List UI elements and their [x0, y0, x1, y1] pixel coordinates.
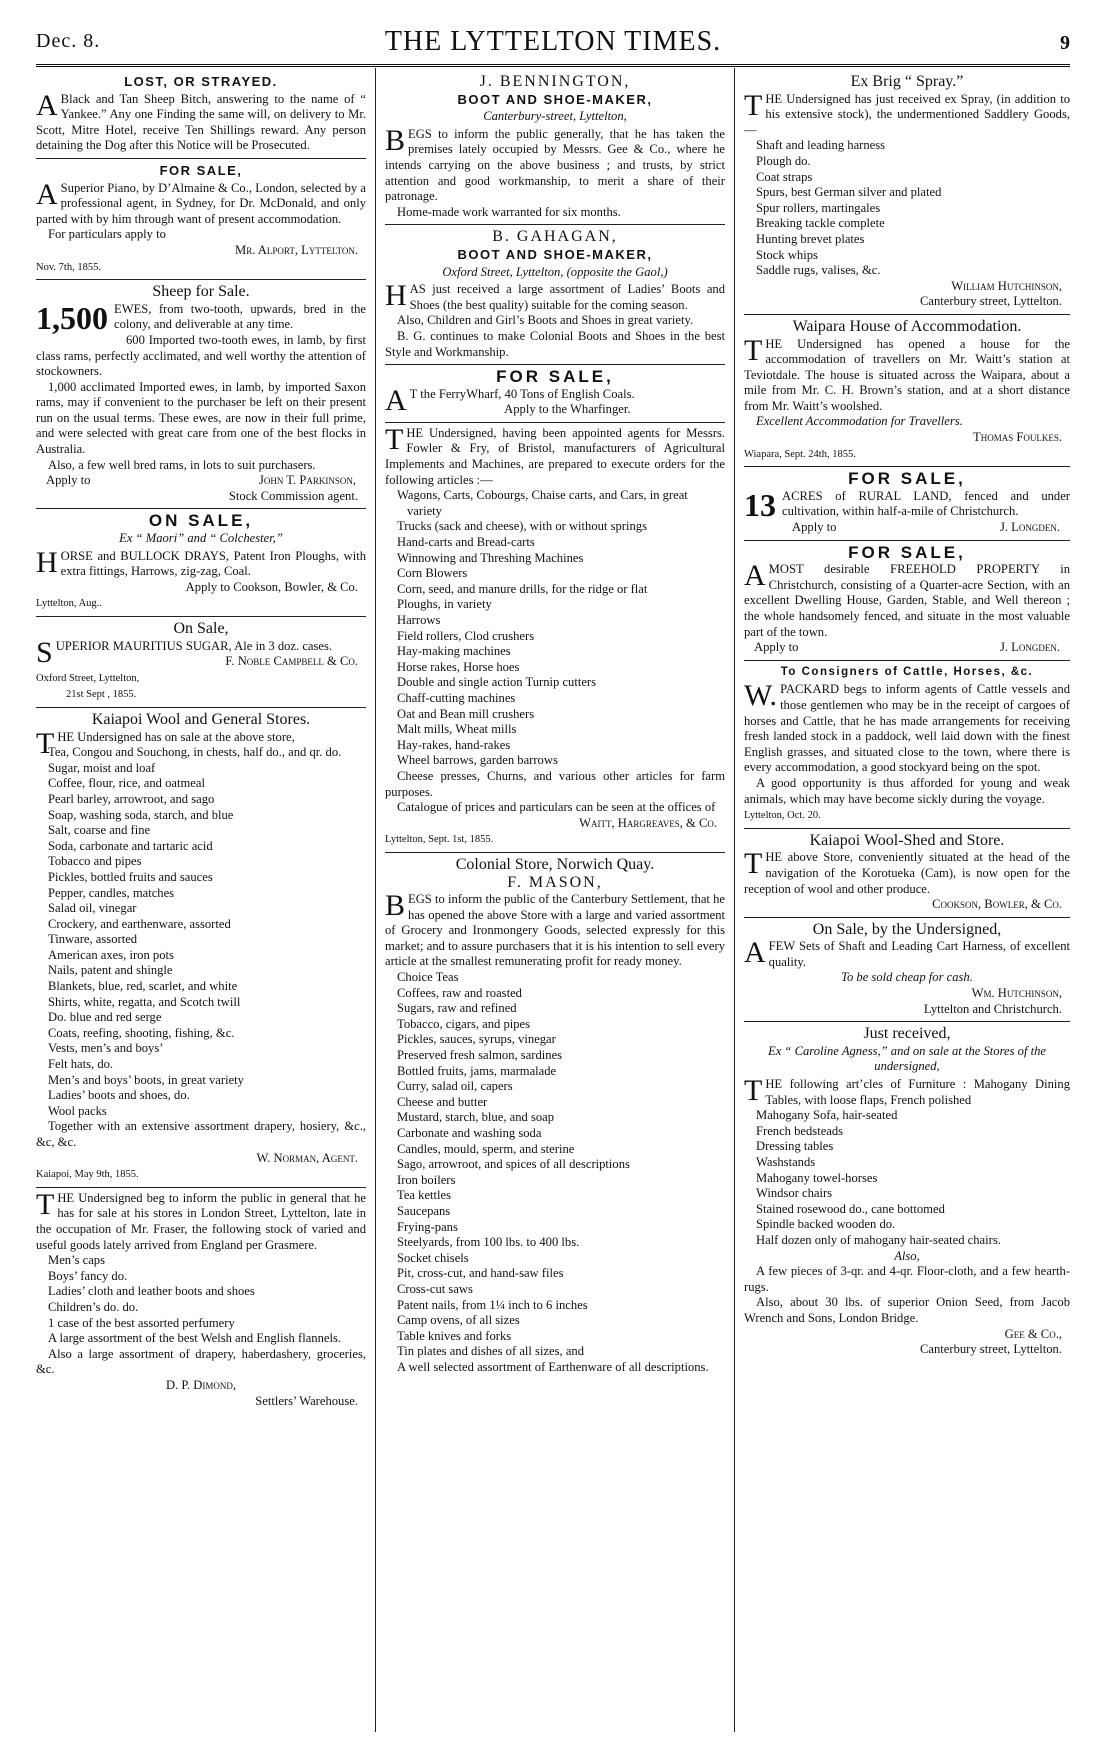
list-item: Wagons, Carts, Cobourgs, Chaise carts, and Cars, in great variety — [397, 488, 688, 518]
ad-piano — [36, 159, 366, 280]
list-item: Cheese and butter — [397, 1094, 488, 1109]
list-item: Table knives and forks — [397, 1328, 512, 1343]
ad-sugar — [36, 617, 366, 708]
list-item: Tin plates and dishes of all sizes, and — [397, 1344, 585, 1359]
list-item: Pickles, bottled fruits and sauces — [48, 869, 213, 884]
ad-body: THE Undersigned has on sale at the above store, — [36, 726, 295, 760]
item-list — [48, 1253, 366, 1331]
ad-freehold — [744, 541, 1070, 661]
ad-date: Lyttelton, Oct. 20. — [744, 810, 821, 822]
ad-rural-land — [744, 467, 1070, 540]
ad-number: 1,500 — [36, 299, 108, 336]
ad-body: Also, Children and Girl’s Boots and Shoes in great variety. — [397, 313, 694, 328]
list-item: Tea, Congou and Souchong, in chests, half do., and qr. do. — [48, 745, 342, 760]
ad-heading: B. GAHAGAN, — [492, 228, 618, 246]
list-item: Men’s caps — [48, 1253, 106, 1268]
ad-signer: Canterbury street, Lyttelton. — [920, 1342, 1062, 1357]
list-item: Coats, reefing, shooting, fishing, &c. — [48, 1025, 235, 1040]
list-item: Wool packs — [48, 1103, 107, 1118]
ad-lost-dog — [36, 70, 366, 159]
list-item: Sugars, raw and refined — [397, 1001, 517, 1016]
list-item: Men’s and boys’ boots, in great variety — [48, 1072, 244, 1087]
ad-body: B. G. continues to make Colonial Boots and Shoes in the best Style and Workmanship. — [385, 328, 725, 359]
item-list — [48, 745, 366, 1119]
ad-body: A large assortment of the best Welsh and English flannels. — [48, 1331, 342, 1346]
list-item: Hand-carts and Bread-carts — [397, 535, 535, 550]
ad-date: Wiapara, Sept. 24th, 1855. — [744, 448, 856, 460]
ad-dimond — [36, 1188, 366, 1413]
item-list — [756, 1108, 1070, 1248]
ad-body: THE above Store, conveniently situated at the head of the navigation of the Korotueka (Cam), is now open for the reception of wool and other produce. — [744, 847, 1070, 896]
list-item: Malt mills, Wheat mills — [397, 722, 517, 737]
list-item: Hunting brevet plates — [756, 231, 865, 246]
list-item: Oat and Bean mill crushers — [397, 706, 535, 721]
list-item: Spur rollers, martingales — [756, 200, 881, 215]
list-item: Corn, seed, and manure drills, for the ridge or flat — [397, 581, 648, 596]
list-item: Children’s do. do. — [48, 1299, 139, 1314]
list-item: Do. blue and red serge — [48, 1010, 162, 1025]
ad-heading: FOR SALE, — [848, 469, 966, 489]
item-list — [397, 488, 725, 769]
list-item: Saucepans — [397, 1203, 451, 1218]
masthead-rule — [36, 64, 1070, 67]
ad-date: Lyttelton, Sept. 1st, 1855. — [385, 834, 494, 846]
ad-body: SUPERIOR MAURITIUS SUGAR, Ale in 3 doz. cases. — [36, 635, 333, 669]
list-item: Tobacco and pipes — [48, 854, 142, 869]
ad-signer: W. Norman, Agent. — [256, 1150, 358, 1165]
ad-body: Together with an extensive assortment drapery, hosiery, &c., &c, &c. — [36, 1119, 366, 1149]
list-item: Sago, arrowroot, and spices of all descriptions — [397, 1157, 630, 1172]
ad-body: THE following art’cles of Furniture : Mahogany Dining Tables, with loose flaps, French polished — [744, 1074, 1070, 1108]
ad-subheading: BOOT AND SHOE-MAKER, — [457, 246, 653, 262]
ad-mason — [385, 853, 725, 1380]
list-item: Saddle rugs, valises, &c. — [756, 263, 881, 278]
ad-body: ASuperior Piano, by D’Almaine & Co., London, selected by a professional agent, in Sydney, for Dr. McDonald, and only parted with by him through want of present accommodation. — [36, 177, 366, 226]
ad-subheading: Ex “ Caroline Agness,” and on sale at the Stores of the undersigned, — [768, 1043, 1046, 1074]
list-item: Frying-pans — [397, 1219, 458, 1234]
list-item: Pit, cross-cut, and hand-saw files — [397, 1266, 564, 1281]
list-item: Pearl barley, arrowroot, and sago — [48, 791, 215, 806]
list-item: 1 case of the best assorted perfumery — [48, 1315, 235, 1330]
ad-body: HAS just received a large assortment of Ladies’ Boots and Shoes (the best quality) suitable for the coming season. — [385, 279, 725, 313]
ad-heading: LOST, OR STRAYED. — [124, 74, 278, 89]
ad-apply: Apply to — [754, 640, 799, 655]
page-number: 9 — [1060, 32, 1070, 54]
ad-body: AMOST desirable FREEHOLD PROPERTY in Christchurch, consisting of a Quarter-acre Section, with an excellent Dwelling House, Garden, Stable, and Well thereon ; the whole handsomely fenced, and situate in the most valuable part of the town. — [744, 559, 1070, 639]
item-list — [397, 970, 725, 1375]
ad-heading: Ex Brig “ Spray.” — [850, 73, 964, 90]
column-2 — [385, 70, 725, 1730]
ad-date: 21st Sept , 1855. — [66, 689, 137, 701]
list-item: Curry, salad oil, capers — [397, 1079, 513, 1094]
list-item: Salad oil, vinegar — [48, 901, 137, 916]
ad-heading: J. BENNINGTON, — [479, 73, 631, 90]
ad-heading: Sheep for Sale. — [152, 283, 250, 301]
list-item: Steelyards, from 100 lbs. to 400 lbs. — [397, 1235, 580, 1250]
ad-furniture — [744, 1022, 1070, 1361]
ad-heading: Just received, — [863, 1025, 951, 1043]
ad-apply: Apply to — [792, 520, 837, 535]
ad-body: A few pieces of 3-qr. and 4-qr. Floor-cloth, and a few hearth-rugs. — [744, 1264, 1070, 1294]
column-1 — [36, 70, 366, 1730]
ad-heading: FOR SALE, — [496, 367, 614, 387]
ad-signer: Wm. Hutchinson, — [971, 986, 1062, 1001]
list-item: Mustard, starch, blue, and soap — [397, 1110, 555, 1125]
ad-signer: Thomas Foulkes. — [973, 430, 1062, 445]
list-item: Wheel barrows, garden barrows — [397, 753, 558, 768]
ad-body: BEGS to inform the public of the Canterbury Settlement, that he has opened the above Store with a large and varied assortment of Grocery and Ironmongery Goods, selected expressly for this market; and to assure purchasers that it is his intention to sell every article at the smallest remunerating profit for ready money. — [385, 889, 725, 969]
ad-body: THE Undersigned has just received ex Spray, (in addition to his extensive stock), the undermentioned Saddlery Goods,— — [744, 88, 1070, 137]
ad-body: Excellent Accommodation for Travellers. — [756, 414, 963, 429]
list-item: Dressing tables — [756, 1139, 834, 1154]
ad-body: HORSE and BULLOCK DRAYS, Patent Iron Ploughs, with extra fittings, Harrows, zig-zag, Coal. — [36, 545, 366, 579]
list-item: Stock whips — [756, 247, 818, 262]
ad-drays — [36, 509, 366, 617]
list-item: Washstands — [756, 1155, 816, 1169]
item-list — [756, 138, 1070, 278]
ad-waipara — [744, 315, 1070, 467]
list-item: Socket chisels — [397, 1250, 469, 1265]
ad-number: 13 — [744, 486, 776, 523]
ad-body: ACRES of RURAL LAND, fenced and under cultivation, within half-a-mile of Christchurch. — [782, 488, 1070, 519]
list-item: Trucks (sack and cheese), with or without springs — [397, 519, 647, 534]
ad-signer: Canterbury street, Lyttelton. — [920, 294, 1062, 309]
ad-body: A good opportunity is thus afforded for young and weak animals, which may have become sickly during the voyage. — [744, 775, 1070, 806]
list-item: Half dozen only of mahogany hair-seated chairs. — [756, 1232, 1001, 1247]
list-item: Soda, carbonate and tartaric acid — [48, 838, 213, 853]
list-item: Hay-making machines — [397, 644, 511, 659]
ad-address: Oxford Street, Lyttelton, — [36, 672, 140, 684]
list-item: Horse rakes, Horse hoes — [397, 659, 520, 674]
list-item: Choice Teas — [397, 970, 459, 985]
list-item: Ploughs, in variety — [397, 597, 492, 612]
ad-packard — [744, 661, 1070, 829]
column-rule — [734, 68, 735, 1732]
ad-heading: On Sale, by the Undersigned, — [812, 920, 1002, 938]
ad-body: Catalogue of prices and particulars can be seen at the offices of — [397, 800, 716, 815]
list-item: Pepper, candles, matches — [48, 885, 175, 900]
ad-body: EWES, from two-tooth, upwards, bred in the colony, and deliverable at any time. — [114, 301, 366, 332]
ad-body: THE Undersigned has opened a house for the accommodation of travellers on Mr. Waitt’s station at Teviotdale. The house is situated across the Waipara, about a mile from Mr. C. H. Brown’s station, and at a short distance from Mr. Waitt’s woolshed. — [744, 333, 1070, 413]
ad-date: Nov. 7th, 1855. — [36, 261, 101, 273]
list-item: Hay-rakes, hand-rakes — [397, 737, 511, 752]
ad-signer: Stock Commission agent. — [228, 488, 358, 503]
ad-subheading: F. MASON, — [507, 873, 603, 891]
list-item: Plough do. — [756, 153, 811, 168]
list-item: Tea kettles — [397, 1188, 452, 1203]
ad-sheep — [36, 280, 366, 509]
list-item: Crockery, and earthenware, assorted — [48, 916, 231, 931]
ad-body: Home-made work warranted for six months. — [397, 204, 621, 219]
newspaper-title: THE LYTTELTON TIMES. — [384, 26, 722, 57]
ad-body: Also a large assortment of drapery, haberdashery, groceries, &c. — [36, 1346, 366, 1377]
ad-body: Also, a few well bred rams, in lots to suit purchasers. — [48, 457, 316, 472]
list-item: Mahogany towel-horses — [756, 1170, 878, 1185]
ad-signer: Gee & Co., — [1004, 1326, 1062, 1341]
list-item: Coat straps — [756, 169, 813, 184]
ad-signer: D. P. Dimond, — [165, 1377, 237, 1392]
ad-apply: Apply to the Wharfinger. — [504, 402, 631, 417]
ad-wool-shed — [744, 829, 1070, 918]
list-item: Camp ovens, of all sizes — [397, 1313, 520, 1328]
ad-body: AT the FerryWharf, 40 Tons of English Coals. — [385, 383, 635, 417]
ad-apply: For particulars apply to — [48, 227, 166, 242]
list-item: Double and single action Turnip cutters — [397, 675, 597, 690]
list-item: Patent nails, from 1¼ inch to 6 inches — [397, 1297, 588, 1312]
list-item: Salt, coarse and fine — [48, 823, 151, 838]
list-item: Iron boilers — [397, 1172, 456, 1187]
list-item: Blankets, blue, red, scarlet, and white — [48, 979, 238, 994]
ad-bennington — [385, 70, 725, 225]
ad-heading: Colonial Store, Norwich Quay. — [455, 855, 655, 873]
ad-fowler-fry — [385, 423, 725, 853]
ad-signer: Apply to Cookson, Bowler, & Co. — [185, 579, 358, 594]
ad-signer: Lyttelton and Christchurch. — [923, 1001, 1062, 1016]
list-item: Ladies’ boots and shoes, do. — [48, 1088, 190, 1103]
ad-heading: ON SALE, — [148, 511, 254, 531]
list-item: Felt hats, do. — [48, 1057, 114, 1072]
ad-heading: To Consigners of Cattle, Horses, &c. — [780, 665, 1034, 678]
list-item: Preserved fresh salmon, sardines — [397, 1048, 563, 1063]
list-item: Cross-cut saws — [397, 1281, 473, 1296]
list-item: Soap, washing soda, starch, and blue — [48, 807, 234, 822]
list-item: Stained rosewood do., cane bottomed — [756, 1201, 945, 1216]
ad-heading: FOR SALE, — [848, 542, 966, 562]
ad-body: ABlack and Tan Sheep Bitch, answering to the name of “ Yankee.” Any one Finding the same will, on delivery to Mr. Scott, Mitre Hotel, receive Ten Shillings reward. Any person detaining the Dog after this Notice will be Prosecuted. — [36, 88, 366, 153]
ad-date: Lyttelton, Aug.. — [36, 598, 102, 610]
ad-body: 1,000 acclimated Imported ewes, in lamb, by imported Saxon rams, may if convenient to the purchaser be left on their present run on the usual terms. These ewes, are now in their full prime, and were selected with great care from one of the best flocks in Australia. — [36, 379, 366, 457]
list-item: Pickles, sauces, syrups, vinegar — [397, 1032, 556, 1047]
list-item: Shirts, white, regatta, and Scotch twill — [48, 994, 241, 1009]
ad-address: Canterbury-street, Lyttelton, — [483, 109, 627, 124]
ad-subheading: Ex “ Maori” and “ Colchester,” — [119, 531, 283, 546]
list-item: Winnowing and Threshing Machines — [397, 550, 584, 565]
ad-address: Oxford Street, Lyttelton, (opposite the Gaol,) — [442, 264, 668, 279]
list-item: Shaft and leading harness — [756, 138, 886, 153]
ad-body: THE Undersigned beg to inform the public in general that he has for sale at his stores in London Street, Lyttelton, late in the occupation of Mr. Fraser, the following stock of varied and useful goods lately arrived from England per Grasmere. — [36, 1187, 366, 1252]
list-item: Field rollers, Clod crushers — [397, 628, 535, 643]
list-item: Tinware, assorted — [48, 932, 138, 947]
list-item: Candles, mould, sperm, and sterine — [397, 1141, 575, 1156]
ad-signer: John T. Parkinson, — [258, 473, 356, 488]
ad-spray — [744, 70, 1070, 315]
list-item: Breaking tackle complete — [756, 216, 885, 231]
list-item: Windsor chairs — [756, 1186, 833, 1201]
ad-signer: J. Longden. — [999, 640, 1060, 655]
list-item: Coffee, flour, rice, and oatmeal — [48, 776, 205, 791]
ad-body: Also, — [894, 1248, 920, 1263]
ad-signer: F. Noble Campbell & Co. — [225, 654, 358, 669]
list-item: Corn Blowers — [397, 566, 468, 581]
ad-body: 600 Imported two-tooth ewes, in lamb, by first class rams, perfectly acclimated, and well worthy the attention of stockowners. — [36, 332, 366, 379]
list-item: Nails, patent and shingle — [48, 963, 173, 978]
ad-body: BEGS to inform the public generally, that he has taken the premises lately occupied by Messrs. Gee & Co., where he intends carrying on the above business ; and trusts, by strict attention and good workmanship, to merit a share of their patronage. — [385, 123, 725, 204]
ad-heading: FOR SALE, — [159, 162, 243, 178]
list-item: Carbonate and washing soda — [397, 1126, 542, 1140]
ad-signer: Settlers’ Warehouse. — [255, 1393, 358, 1408]
ad-gahagan — [385, 225, 725, 365]
list-item: Vests, men’s and boys’ — [48, 1041, 164, 1056]
ad-apply: Apply to — [46, 473, 91, 488]
ad-heading: Kaiapoi Wool-Shed and Store. — [809, 831, 1005, 849]
ad-body: Cheese presses, Churns, and various other articles for farm purposes. — [385, 768, 725, 799]
ad-heading: On Sale, — [173, 620, 229, 637]
ad-body: THE Undersigned, having been appointed agents for Messrs. Fowler & Fry, of Bristol, manufacturers of Agricultural Implements and Machines, are prepared to execute orders for the following articles :— — [385, 422, 725, 487]
column-rule — [375, 68, 376, 1732]
ad-body: W.PACKARD begs to inform agents of Cattle vessels and those gentlemen who may be in the receipt of cargoes of horses and Cattle, that he has made arrangements for receiving fresh landed stock in a paddock, well laid down with the finest English grasses, and situated close to the town, where there is every accommodation, a good stockyard being on the spot. — [744, 679, 1070, 775]
masthead — [36, 24, 1070, 58]
ad-body: Also, about 30 lbs. of superior Onion Seed, from Jacob Wrench and Sons, London Bridge. — [744, 1295, 1070, 1325]
ad-subheading: BOOT AND SHOE-MAKER, — [457, 91, 653, 107]
ad-kaiapoi-stores — [36, 708, 366, 1188]
list-item: Bottled fruits, jams, marmalade — [397, 1063, 557, 1078]
list-item: Boys’ fancy do. — [48, 1268, 128, 1283]
ad-signer: William Hutchinson, — [951, 278, 1062, 293]
list-item: Spurs, best German silver and plated — [756, 185, 942, 200]
list-item: Chaff-cutting machines — [397, 690, 516, 705]
ad-date: Kaiapoi, May 9th, 1855. — [36, 1169, 139, 1181]
list-item: Mahogany Sofa, hair-seated — [756, 1108, 898, 1123]
ad-coals — [385, 365, 725, 423]
ad-harness — [744, 918, 1070, 1023]
list-item: Sugar, moist and loaf — [48, 760, 156, 775]
issue-date: Dec. 8. — [36, 30, 101, 52]
list-item: Harrows — [397, 613, 441, 627]
column-3 — [744, 70, 1070, 1730]
ad-body: AFEW Sets of Shaft and Leading Cart Harness, of excellent quality. — [744, 936, 1070, 970]
ad-signer: J. Longden. — [999, 520, 1060, 535]
ad-signer: Cookson, Bowler, & Co. — [932, 897, 1062, 912]
list-item: Coffees, raw and roasted — [397, 985, 522, 1000]
ad-signer: Waitt, Hargreaves, & Co. — [579, 815, 717, 830]
ad-body: To be sold cheap for cash. — [841, 970, 973, 985]
list-item: A well selected assortment of Earthenware of all descriptions. — [397, 1359, 709, 1374]
list-item: French bedsteads — [756, 1123, 844, 1138]
ad-signer: Mr. Alport, Lyttelton. — [235, 242, 358, 257]
ad-heading: Waipara House of Accommodation. — [792, 317, 1022, 335]
list-item: Tobacco, cigars, and pipes — [397, 1016, 531, 1031]
list-item: Ladies’ cloth and leather boots and shoes — [48, 1284, 255, 1299]
list-item: Spindle backed wooden do. — [756, 1217, 896, 1232]
ad-heading: Kaiapoi Wool and General Stores. — [91, 710, 311, 728]
list-item: American axes, iron pots — [48, 947, 174, 962]
